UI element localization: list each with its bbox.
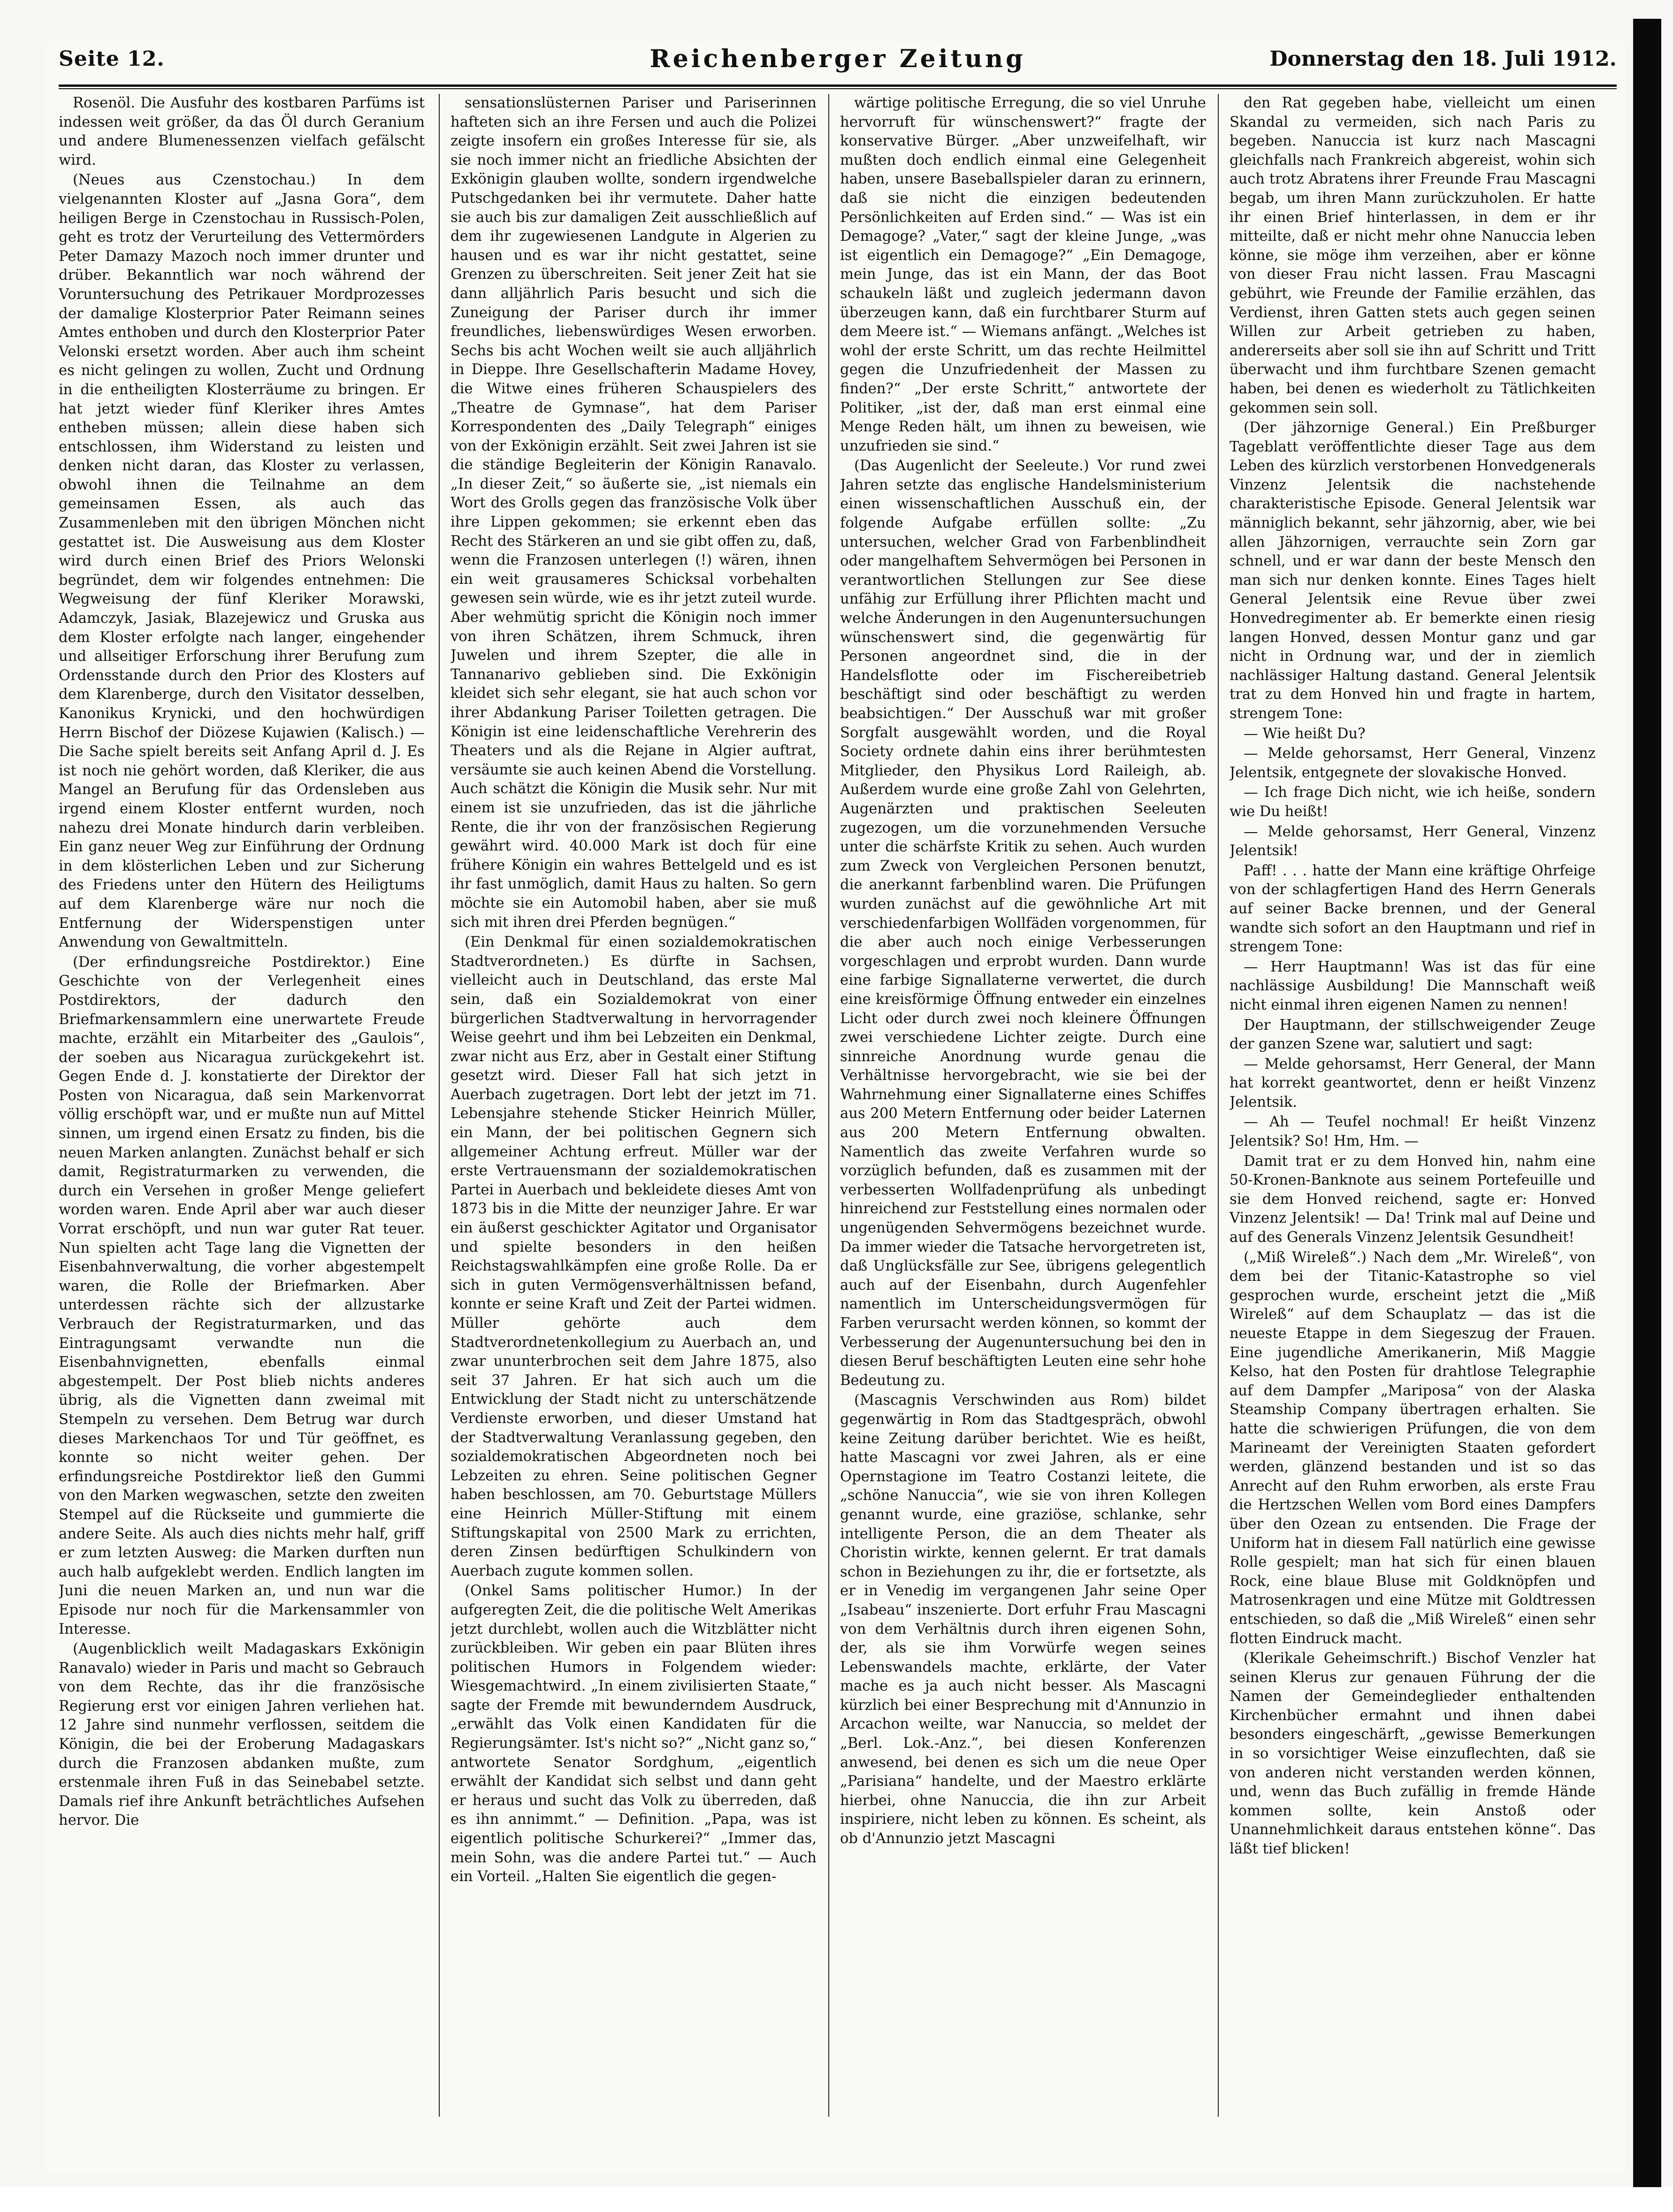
article-paragraph: — Melde gehorsamst, Herr General, der Mann hat korrekt geantwortet, denn er heißt Vinzenz Jelentsik. xyxy=(1230,1056,1596,1110)
text-column-3 xyxy=(840,94,1206,2117)
masthead xyxy=(59,45,1617,80)
column-divider xyxy=(1218,94,1219,2117)
article-paragraph: (Onkel Sams politischer Humor.) In der aufgeregten Zeit, die die politische Welt Amerikas jetzt durchlebt, wollen auch die Witzblätter nicht zurückbleiben. Wir geben ein paar Blüten ihres politischen Humors in Folgendem wieder: Wiesgemachtwird. „In einem zivilisierten Staate,“ sagte der Fremde mit bewunderndem Ausdruck, „erwählt das Volk einen Kandidaten für die Regierungsämter. Ist's nicht so?“ „Nicht ganz so,“ antwortete Senator Sordghum, „eigentlich erwählt der Kandidat sich selbst und dann geht er heraus und sucht das Volk zu überreden, daß es ihn annimmt.“ — Definition. „Papa, was ist eigentlich politische Schurkerei?“ „Immer das, mein Sohn, was die andere Partei tut.“ — Auch ein Vorteil. „Halten Sie eigentlich die gegen- xyxy=(451,1583,817,1885)
article-paragraph: — Melde gehorsamst, Herr General, Vinzenz Jelentsik, entgegnete der slovakische Honved. xyxy=(1230,745,1596,781)
article-paragraph: sensationslüsternen Pariser und Pariserinnen hafteten sich an ihre Fersen und auch die Polizei zeigte insofern ein großes Interesse für sie, als sie noch immer nicht an friedliche Absichten der Exkönigin glauben wollte, sondern irgendwelche Putschgedanken bei ihr vermutete. Daher hatte sie auch bis zur damaligen Zeit ausschließlich auf dem ihr zugewiesenen Landgute in Algerien zu hausen und es war ihr nicht gestattet, seine Grenzen zu überschreiten. Seit jener Zeit hat sie dann alljährlich Paris besucht und sich die Zuneigung der Pariser durch ihr immer freundliches, liebenswürdiges Wesen erworben. Sechs bis acht Wochen weilt sie auch alljährlich in Dieppe. Ihre Gesellschafterin Madame Hovey, die Witwe eines früheren Schauspielers des „Theatre de Gymnase“, hat dem Pariser Korrespondenten des „Daily Telegraph“ einiges von der Exkönigin erzählt. Seit zwei Jahren ist sie die ständige Begleiterin der Königin Ranavalo. „In dieser Zeit,“ so äußerte sie, „ist niemals ein Wort des Grolls gegen das französische Volk über ihre Lippen gekommen; sie erkennt eben das Recht des Stärkeren an und sie gibt offen zu, daß, wenn die Franzosen unterlegen (!) wären, ihnen ein weit grausameres Schicksal vorbehalten gewesen sein würde, wie es ihr jetzt zuteil wurde. Aber wehmütig spricht die Königin noch immer von ihren Schätzen, ihrem Schmuck, ihren Juwelen und ihrem Szepter, die alle in Tannanarivo geblieben sind. Die Exkönigin kleidet sich sehr elegant, sie hat auch schon vor ihrer Abdankung Pariser Toiletten getragen. Die Königin ist eine leidenschaftliche Verehrerin des Theaters und als die Rejane in Algier auftrat, versäumte sie auch keinen Abend die Vorstellung. Auch schätzt die Königin die Musik sehr. Nur mit einem ist sie unzufrieden, das ist die jährliche Rente, die ihr von der französischen Regierung gewährt wird. 40.000 Mark ist doch für eine frühere Königin ein wahres Bettelgeld und es ist ihr fast unmöglich, damit Haus zu halten. So gern möchte sie ein Automobil haben, aber sie muß sich mit ihren drei Pferden begnügen.“ xyxy=(451,95,817,931)
article-paragraph: (Klerikale Geheimschrift.) Bischof Venzler hat seinen Klerus zur genauen Führung der die Namen der Gemeindeglieder enthaltenden Kirchenbücher ermahnt und ihnen dabei besonders eingeschärft, „gewisse Bemerkungen in so vorsichtiger Weise einzuflechten, daß sie von anderen nicht verstanden werden können, und, wenn das Buch zufällig in fremde Hände kommen sollte, kein Anstoß oder Unannehmlichkeit daraus entstehen könne“. Das läßt tief blicken! xyxy=(1230,1650,1596,1858)
article-paragraph: wärtige politische Erregung, die so viel Unruhe hervorruft für wünschenswert?“ fragte der konservative Bürger. „Aber unzweifelhaft, wir mußten doch endlich einmal eine Gelegenheit haben, unsere Baseballspieler daran zu erinnern, daß sie nicht die einzigen bedeutenden Persönlichkeiten auf Erden sind.“ — Was ist ein Demagoge? „Vater,“ sagt der kleine Junge, „was ist eigentlich ein Demagoge?“ „Ein Demagoge, mein Junge, das ist ein Mann, der das Boot schaukeln läßt und zugleich jedermann davon überzeugen kann, daß ein furchtbarer Sturm auf dem Meere ist.“ — Wiemans anfängt. „Welches ist wohl der erste Schritt, um das rechte Heilmittel gegen die Unzufriedenheit der Massen zu finden?“ „Der erste Schritt,“ antwortete der Politiker, „ist der, daß man erst einmal eine Menge Reden hält, um ihnen zu beweisen, wie unzufrieden sie sind.“ xyxy=(840,95,1206,454)
scan-border-right xyxy=(1633,19,1661,2192)
column-divider xyxy=(828,94,829,2117)
text-column-1 xyxy=(59,94,425,2117)
article-paragraph: (Ein Denkmal für einen sozialdemokratischen Stadtverordneten.) Es dürfte in Sachsen, vielleicht auch in Deutschland, das erste Mal sein, daß ein Sozialdemokrat von einer bürgerlichen Stadtverwaltung in hervorragender Weise geehrt und ihm bei Lebzeiten ein Denkmal, zwar nicht aus Erz, aber in Gestalt einer Stiftung gesetzt wird. Dieser Fall hat sich jetzt in Auerbach zugetragen. Dort lebt der jetzt im 71. Lebensjahre stehende Sticker Heinrich Müller, ein Mann, der bei politischen Gegnern sich allgemeiner Achtung erfreut. Müller war der erste Vertrauensmann der sozialdemokratischen Partei in Auerbach und bekleidete dieses Amt von 1873 bis in die Mitte der neunziger Jahre. Er war ein äußerst geschickter Agitator und Organisator und spielte besonders in den heißen Reichstagswahlkämpfen eine große Rolle. Da er sich in guten Vermögensverhältnissen befand, konnte er seine Kraft und Zeit der Partei widmen. Müller gehörte auch dem Stadtverordnetenkollegium zu Auerbach an, und zwar ununterbrochen seit dem Jahre 1875, also seit 37 Jahren. Er hat sich auch um die Entwicklung der Stadt nicht zu unterschätzende Verdienste erworben, und dieser Umstand hat der Stadtverwaltung Veranlassung gegeben, den sozialdemokratischen Abgeordneten noch bei Lebzeiten zu ehren. Seine politischen Gegner haben beschlossen, am 70. Geburtstage Müllers eine Heinrich Müller-Stiftung mit einem Stiftungskapital von 2500 Mark zu errichten, deren Zinsen bedürftigen Schulkindern von Auerbach zugute kommen sollen. xyxy=(451,934,817,1579)
article-paragraph: (Augenblicklich weilt Madagaskars Exkönigin Ranavalo) wieder in Paris und macht so Gebrauch von dem Rechte, das ihr die französische Regierung erst vor einigen Jahren verliehen hat. 12 Jahre sind nunmehr verflossen, seitdem die Königin, die bei der Eroberung Madagaskars durch die Franzosen abdanken mußte, zum erstenmale ihren Fuß in das Seinebabel setzte. Damals rief ihre Ankunft beträchtliches Aufsehen hervor. Die xyxy=(59,1641,425,1829)
article-paragraph: (Der erfindungsreiche Postdirektor.) Eine Geschichte von der Verlegenheit eines Postdirektors, der dadurch den Briefmarkensammlern eine unerwartete Freude machte, erzählt ein Mitarbeiter des „Gaulois“, der soeben aus Nicaragua zurückgekehrt ist. Gegen Ende d. J. konstatierte der Direktor der Posten von Nicaragua, daß sein Markenvorrat völlig erschöpft war, und er mußte nun auf Mittel sinnen, um irgend einen Ersatz zu finden, bis die neuen Marken anlangten. Zunächst behalf er sich damit, Registraturmarken zu verwenden, die durch ein Versehen in großer Menge geliefert worden waren. Ende April aber war auch dieser Vorrat erschöpft, und nun war guter Rat teuer. Nun spielten acht Tage lang die Vignetten der Eisenbahnverwaltung, die vorher abgestempelt waren, die Rolle der Briefmarken. Aber unterdessen rächte sich der allzustarke Verbrauch der Registraturmarken, und das Eintragungsamt verwandte nun die Eisenbahnvignetten, ebenfalls einmal abgestempelt. Der Post blieb nichts anderes übrig, als die Vignetten dann zweimal mit Stempeln zu versehen. Dem Betrug war durch dieses Markenchaos Tor und Tür geöffnet, es konnte so nicht weiter gehen. Der erfindungsreiche Postdirektor ließ den Gummi von den Marken wegwaschen, setzte den zweiten Stempel auf die Rückseite und gummierte die andere Seite. Als auch dies nichts mehr half, griff er zum letzten Ausweg: die Marken durften nun auch halb aufgeklebt werden. Endlich langten im Juni die neuen Marken an, und nun war die Episode nur noch für die Markensammler von Interesse. xyxy=(59,954,425,1638)
article-paragraph: („Miß Wireleß“.) Nach dem „Mr. Wireleß“, von dem bei der Titanic-Katastrophe so viel gesprochen wurde, erscheint jetzt die „Miß Wireleß“ auf dem Schauplatz — das ist die neueste Etappe in dem Siegeszug der Frauen. Eine jugendliche Amerikanerin, Miß Maggie Kelso, hat den Posten für drahtlose Telegraphie auf dem Dampfer „Mariposa“ von der Alaska Steamship Company übertragen erhalten. Sie hatte die schwierigen Prüfungen, die von dem Marineamt der Vereinigten Staaten gefordert werden, glänzend bestanden und ist so das Anrecht auf den Ruhm erworben, als erste Frau die Hertzschen Wellen vom Bord eines Dampfers über den Ozean zu entsenden. Die Frage der Uniform hat in diesem Fall natürlich eine gewisse Rolle gespielt; man hat sich für einen blauen Rock, eine blaue Bluse mit Goldknöpfen und Matrosenkragen und eine Mütze mit Goldtressen entschieden, so daß die „Miß Wireleß“ einen sehr flotten Eindruck macht. xyxy=(1230,1249,1596,1647)
column-divider xyxy=(439,94,440,2117)
article-paragraph: (Das Augenlicht der Seeleute.) Vor rund zwei Jahren setzte das englische Handelsministerium einen wissenschaftlichen Ausschuß ein, der folgende Aufgabe erfüllen sollte: „Zu untersuchen, welcher Grad von Farbenblindheit oder mangelhaftem Sehvermögen bei Personen in verantwortlichen Stellungen zur See diese unfähig zur Erfüllung ihrer Pflichten macht und welche Änderungen in den Augenuntersuchungen wünschenswert sind, die gegenwärtig für Personen angeordnet sind, die in der Handelsflotte oder im Fischereibetrieb beschäftigt sind oder beschäftigt zu werden beabsichtigen.“ Der Ausschuß war mit großer Sorgfalt ausgewählt worden, und die Royal Society ordnete dahin eins ihrer berühmtesten Mitglieder, den Physikus Lord Raileigh, ab. Außerdem wurde eine große Zahl von Gelehrten, Augenärzten und praktischen Seeleuten zugezogen, um die vorzunehmenden Versuche unter die schärfste Kritik zu sehen. Auch wurden zum Zweck von Vergleichen Personen benutzt, die anerkannt farbenblind waren. Die Prüfungen wurden zunächst auf die gewöhnliche Art mit verschiedenfarbigen Wollfäden vorgenommen, für die aber auch noch einige Verbesserungen vorgeschlagen und erprobt wurden. Dann wurde eine farbige Signallaterne verwertet, die durch eine kreisförmige Öffnung entweder ein einzelnes Licht oder durch zwei noch kleinere Öffnungen zwei verschiedene Lichter zeigte. Durch eine sinnreiche Anordnung wurde genau die Verhältnisse hervorgebracht, wie sie bei der Wahrnehmung einer Signallaterne eines Schiffes aus 200 Metern Entfernung oder beider Laternen aus 200 Metern Entfernung obwalten. Namentlich das zweite Verfahren wurde so vorzüglich befunden, daß es zusammen mit der verbesserten Wollfadenprüfung als unbedingt hinreichend zur Feststellung eines normalen oder ungenügenden Sehvermögens bezeichnet wurde. Da immer wieder die Tatsache hervorgetreten ist, daß Unglücksfälle zur See, übrigens gelegentlich auch auf der Eisenbahn, durch Augenfehler namentlich im Unterscheidungsvermögen für Farben verursacht werden können, so kommt der Verbesserung der Augenuntersuchung bei den in diesen Beruf beschäftigten Leuten eine sehr hohe Bedeutung zu. xyxy=(840,458,1206,1389)
article-paragraph: (Mascagnis Verschwinden aus Rom) bildet gegenwärtig in Rom das Stadtgespräch, obwohl keine Zeitung darüber berichtet. Wie es heißt, hatte Mascagni vor zwei Jahren, als er eine Opernstagione im Teatro Costanzi leitete, die „schöne Nanuccia“, wie sie von ihren Kollegen genannt wurde, eine graziöse, schlanke, sehr intelligente Person, die an dem Theater als Choristin wirkte, kennen gelernt. Er trat damals schon in Beziehungen zu ihr, die er fortsetzte, als er in Venedig im vergangenen Jahr seine Oper „Isabeau“ inszenierte. Dort erfuhr Frau Mascagni von dem Verhältnis durch ihren eigenen Sohn, der, als sie ihm Vorwürfe wegen seines Lebenswandels machte, erklärte, der Vater mache es ja auch nicht besser. Als Mascagni kürzlich bei einer Besprechung mit d'Annunzio in Arcachon weilte, war Nanuccia, so meldet der „Berl. Lok.-Anz.“, bei diesen Konferenzen anwesend, bei denen es sich um die neue Oper „Parisiana“ handelte, und der Maestro erklärte hierbei, ohne Nanuccia, die ihn zur Arbeit inspiriere, nicht leben zu können. Es scheint, als ob d'Annunzio jetzt Mascagni xyxy=(840,1392,1206,1847)
page-number: Seite 12. xyxy=(59,47,165,71)
article-paragraph: — Ah — Teufel nochmal! Er heißt Vinzenz Jelentsik? So! Hm, Hm. — xyxy=(1230,1114,1596,1150)
scan-border-bottom xyxy=(0,2187,1673,2212)
article-paragraph: den Rat gegeben habe, vielleicht um einen Skandal zu vermeiden, sich nach Paris zu begeben. Nanuccia ist kurz nach Mascagni gleichfalls nach Frankreich abgereist, wohin sich auch trotz Abratens ihrer Freunde Frau Mascagni begab, um ihren Mann zurückzuholen. Er hatte ihr einen Brief hinterlassen, in dem er ihr mitteilte, daß er nicht mehr ohne Nanuccia leben könne, sie möge ihm verzeihen, aber er könne von dieser Frau nicht lassen. Frau Mascagni gebührt, wie Freunde der Familie erzählen, das Verdienst, ihren Gatten stets auch gegen seinen Willen zur Arbeit getrieben zu haben, andererseits aber soll sie ihn auf Schritt und Tritt überwacht und ihm furchtbare Szenen gemacht haben, bei denen es wiederholt zu Tätlichkeiten gekommen sein soll. xyxy=(1230,95,1596,416)
text-column-4 xyxy=(1230,94,1596,2117)
article-paragraph: (Der jähzornige General.) Ein Preßburger Tageblatt veröffentlichte dieser Tage aus dem Leben des kürzlich verstorbenen Honvedgenerals Vinzenz Jelentsik die nachstehende charakteristische Episode. General Jelentsik war männiglich bekannt, sehr jähzornig, aber, wie bei allen Jähzornigen, verrauchte sein Zorn gar schnell, und er war dann der beste Mensch den man sich nur denken konnte. Eines Tages hielt General Jelentsik eine Revue über zwei Honvedregimenter ab. Er bemerkte einen riesig langen Honved, dessen Montur ganz und gar nicht in Ordnung war, und der in ziemlich nachlässiger Haltung dastand. General Jelentsik trat zu dem Honved hin und fragte in hartem, strengem Tone: xyxy=(1230,420,1596,722)
article-paragraph: — Ich frage Dich nicht, wie ich heiße, sondern wie Du heißt! xyxy=(1230,784,1596,820)
article-paragraph: Rosenöl. Die Ausfuhr des kostbaren Parfüms ist indessen weit größer, da das Öl durch Geranium und andere Blumenessenzen vielfach gefälscht wird. xyxy=(59,95,425,168)
article-paragraph: Paff! . . . hatte der Mann eine kräftige Ohrfeige von der schlagfertigen Hand des Herrn Generals auf seiner Backe brennen, und der General wandte sich sofort an den Hauptmann und rief in strengem Tone: xyxy=(1230,862,1596,956)
article-paragraph: Damit trat er zu dem Honved hin, nahm eine 50-Kronen-Banknote aus seinem Portefeuille und sie dem Honved reichend, sagte er: Honved Vinzenz Jelentsik! — Da! Trink mal auf Deine und auf des Generals Vinzenz Jelentsik Gesundheit! xyxy=(1230,1153,1596,1246)
article-paragraph: — Herr Hauptmann! Was ist das für eine nachlässige Ausbildung! Die Mannschaft weiß nicht einmal ihren eigenen Namen zu nennen! xyxy=(1230,958,1596,1013)
article-paragraph: Der Hauptmann, der stillschweigender Zeuge der ganzen Szene war, salutiert und sagt: xyxy=(1230,1017,1596,1053)
issue-date: Donnerstag den 18. Juli 1912. xyxy=(1269,47,1617,71)
newspaper-title: Reichenberger Zeitung xyxy=(649,45,1026,73)
article-paragraph: — Wie heißt Du? xyxy=(1244,725,1366,742)
text-column-2 xyxy=(451,94,817,2117)
article-paragraph: — Melde gehorsamst, Herr General, Vinzenz Jelentsik! xyxy=(1230,823,1596,859)
header-rule xyxy=(59,84,1617,89)
article-paragraph: (Neues aus Czenstochau.) In dem vielgenannten Kloster auf „Jasna Gora“, dem heiligen Berge in Czenstochau in Russisch-Polen, geht es trotz der Verurteilung des Vettermörders Peter Damazy Mazoch noch immer drunter und drüber. Bekanntlich war noch während der Voruntersuchung des Petrikauer Mordprozesses der damalige Klosterprior Pater Reimann seines Amtes enthoben und durch den Klosterprior Pater Velonski ersetzt worden. Aber auch ihm scheint es nicht gelingen zu wollen, Zucht und Ordnung in die entheiligten Klosterräume zu bringen. Er hat jetzt wieder fünf Kleriker ihres Amtes entheben müssen; allein diese haben sich entschlossen, ihm Widerstand zu leisten und denken nicht daran, das Kloster zu verlassen, obwohl ihnen die Teilnahme an dem gemeinsamen Essen, als auch das Zusammenleben mit den übrigen Mönchen nicht gestattet ist. Die Ausweisung aus dem Kloster wird durch einen Brief des Priors Welonski begründet, dem wir folgendes entnehmen: Die Wegweisung der fünf Kleriker Morawski, Adamczyk, Jasiak, Blazejewicz und Gruska aus dem Kloster erfolgte nach langer, eingehender und allseitiger Erforschung ihrer Berufung zum Ordensstande durch den Prior des Klosters auf dem Klarenberge, durch den Visitator desselben, Kanonikus Krynicki, und den hochwürdigen Herrn Bischof der Diözese Kujawien (Kalisch.) — Die Sache spielt bereits seit Anfang April d. J. Es ist noch nie gehört worden, daß Kleriker, die aus Mangel an Berufung für das Ordensleben aus irgend einem Kloster entfernt wurden, noch nahezu drei Monate hindurch darin verbleiben. Ein ganz neuer Weg zur Einführung der Ordnung in dem klösterlichen Leben und zur Sicherung des Friedens unter den Hütern des Heiligtums auf dem Klarenberge wäre nur noch die Entfernung der Widerspenstigen unter Anwendung von Gewaltmitteln. xyxy=(59,172,425,951)
